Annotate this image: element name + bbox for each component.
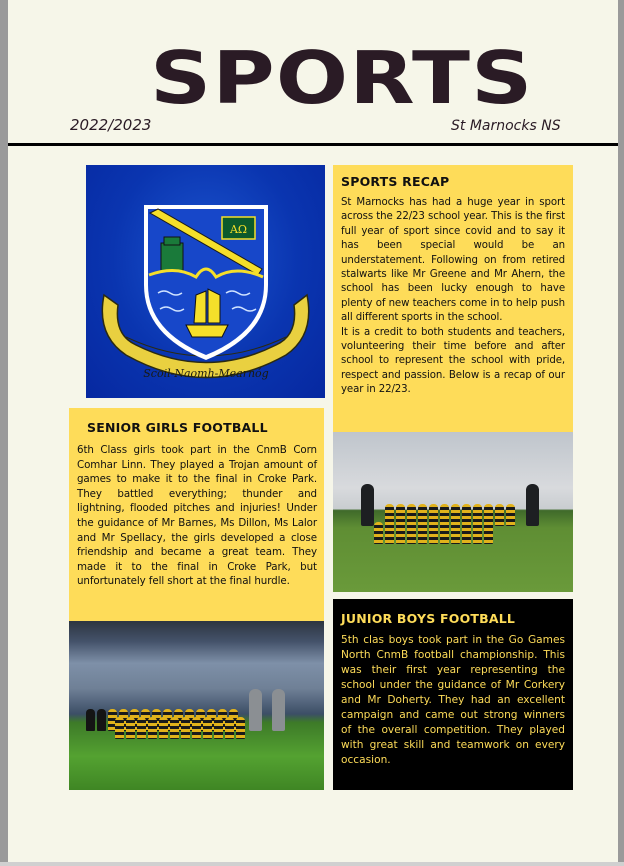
photo-player xyxy=(115,717,124,739)
photo-player xyxy=(159,717,168,739)
senior-girls-football-box xyxy=(69,408,324,621)
header-divider xyxy=(8,143,618,146)
photo-player xyxy=(462,522,471,544)
photo-player xyxy=(203,717,212,739)
photo-player xyxy=(236,717,245,739)
junior-boys-text: 5th clas boys took part in the Go Games North CnmB football championship. This was their first year representing the school under the guidance of Mr Corkery and Mr Doherty. They had an excellent campaign and came out strong winners of the overall competition. They played with great skill and teamwork on every occasion. xyxy=(341,634,565,766)
sports-recap-text-2: It is a credit to both students and teachers, volunteering their time before and after school to represent the school with pride, respect and passion. Below is a recap of our year in 22/23. xyxy=(341,326,565,396)
photo-player xyxy=(495,504,504,526)
photo-person xyxy=(86,709,95,731)
photo-player xyxy=(192,717,201,739)
viewer-bottom-edge xyxy=(0,862,624,866)
photo-player xyxy=(451,522,460,544)
crest-symbol: AΩ xyxy=(229,223,248,236)
photo-person xyxy=(97,709,106,731)
page-title: SPORTS xyxy=(150,36,534,120)
photo-player xyxy=(148,717,157,739)
school-crest-image xyxy=(86,165,325,398)
photo-player xyxy=(214,717,223,739)
school-year: 2022/2023 xyxy=(70,116,152,134)
photo-team-figures xyxy=(351,484,549,526)
photo-player xyxy=(126,717,135,739)
photo-player xyxy=(440,522,449,544)
senior-girls-heading: SENIOR GIRLS FOOTBALL xyxy=(87,420,268,435)
photo-coach xyxy=(249,689,262,731)
senior-girls-team-photo xyxy=(69,621,324,790)
photo-team-front-row xyxy=(373,522,494,544)
sports-recap-box xyxy=(333,165,573,432)
photo-team-front-row xyxy=(114,717,246,739)
junior-boys-heading: JUNIOR BOYS FOOTBALL xyxy=(341,611,516,626)
photo-player xyxy=(407,522,416,544)
senior-girls-text: 6th Class girls took part in the CnmB Corn Comhar Linn. They played a Trojan amount of games to make it to the final in Croke Park. They battled everything; thunder and lightning, flooded pitches and injuries! Under the guidance of Mr Barnes, Ms Dillon, Ms Lalor and Mr Spellacy, the girls developed a close friendship and became a great team. They made it to the final in Croke Park, but unfortunately fell short at the final hurdle. xyxy=(77,444,317,588)
photo-player xyxy=(396,522,405,544)
photo-player xyxy=(473,522,482,544)
photo-player xyxy=(385,522,394,544)
photo-player xyxy=(137,717,146,739)
crest-motto: Scoil-Naomh-Mearnóg xyxy=(143,367,269,380)
photo-player xyxy=(506,504,515,526)
photo-player xyxy=(170,717,179,739)
photo-player xyxy=(181,717,190,739)
photo-player xyxy=(418,522,427,544)
photo-coach xyxy=(272,689,285,731)
junior-boys-football-box xyxy=(333,599,573,790)
junior-boys-team-photo xyxy=(333,432,573,592)
photo-player xyxy=(374,522,383,544)
photo-player xyxy=(225,717,234,739)
school-name: St Marnocks NS xyxy=(451,118,561,134)
photo-player xyxy=(429,522,438,544)
photo-coach xyxy=(361,484,374,526)
sports-recap-text: St Marnocks has had a huge year in sport across the 22/23 school year. This is the first full year of sport since covid and to say it has been special would be an understatement. Following on from retired stalwarts like Mr Greene and Mr Ahern, the school has been lucky enough to have plenty of new teachers come in to help push all different sports in the school. xyxy=(341,197,565,324)
sports-recap-heading: SPORTS RECAP xyxy=(341,174,450,189)
school-crest-icon xyxy=(86,165,325,398)
photo-coach xyxy=(526,484,539,526)
newsletter-page xyxy=(8,0,618,862)
photo-player xyxy=(484,522,493,544)
